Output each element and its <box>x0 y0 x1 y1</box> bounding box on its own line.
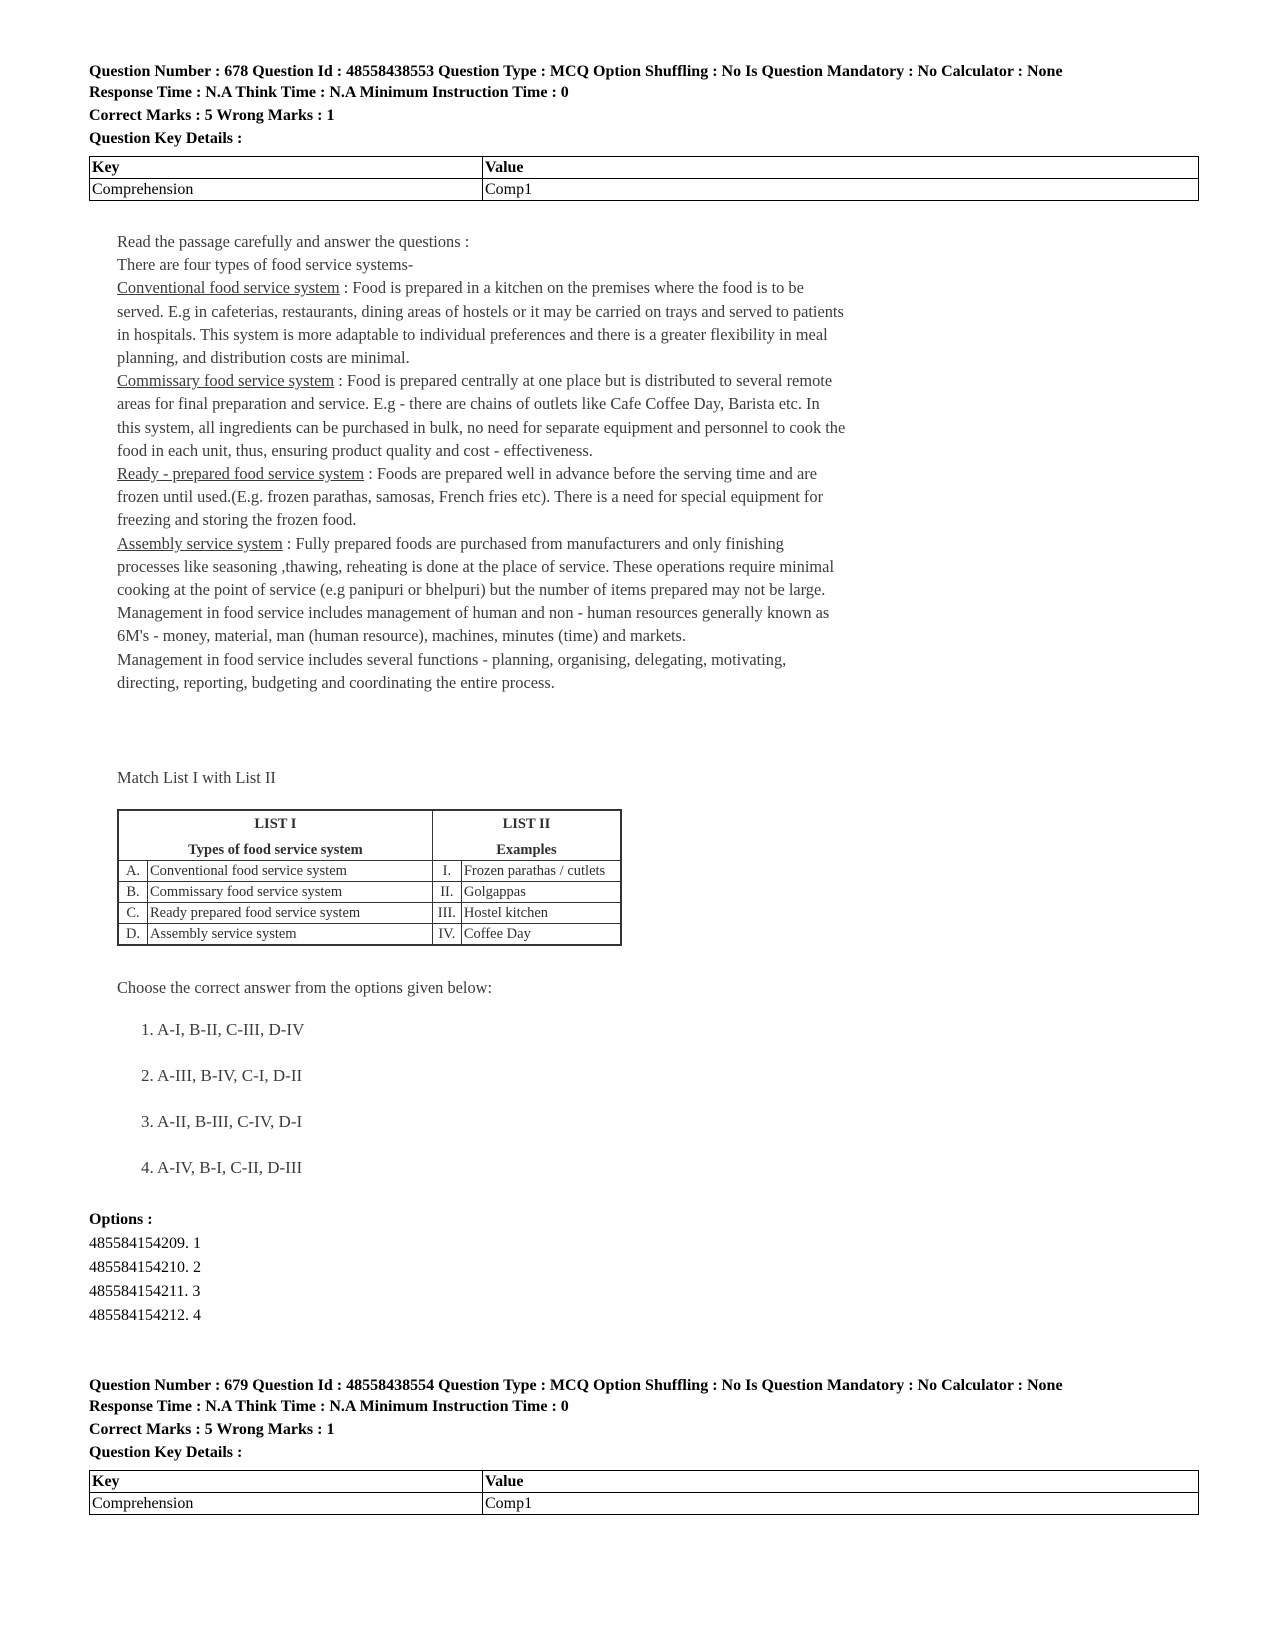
passage-para-commissary: Commissary food service system : Food is prepared centrally at one place but is distributed to several remote <box>117 371 833 391</box>
list-1-letter: C. <box>118 903 148 924</box>
passage-line: cooking at the point of service (e.g panipuri or bhelpuri) but the number of items prepared may not be large. <box>117 580 826 600</box>
passage-para-ready-prepared: Ready - prepared food service system : Foods are prepared well in advance before the serving time and are <box>117 464 817 484</box>
passage-types-line: There are four types of food service systems- <box>117 255 414 275</box>
table-row <box>118 861 621 882</box>
list-2-item: Golgappas <box>461 882 621 903</box>
passage-para-conventional: Conventional food service system : Food is prepared in a kitchen on the premises where the food is to be <box>117 278 804 298</box>
list-1-item: Assembly service system <box>148 924 433 946</box>
passage-heading-conventional: Conventional food service system <box>117 278 340 298</box>
list-2-subtitle: Examples <box>496 842 557 858</box>
passage-line: areas for final preparation and service. E.g - there are chains of outlets like Cafe Coffee Day, Barista etc. In <box>117 394 820 414</box>
question-key-table-wrap <box>89 154 1199 201</box>
list-1-title: LIST I <box>254 816 297 832</box>
question-meta-line: Question Number : 679 Question Id : 48558438554 Question Type : MCQ Option Shuffling : No Is Question Mandatory : No Calculator : None <box>89 1377 1063 1394</box>
answer-choice: 4. A-IV, B-I, C-II, D-III <box>141 1158 303 1177</box>
passage-line: this system, all ingredients can be purchased in bulk, no need for separate equipment and personnel to cook the <box>117 417 846 437</box>
options-label: Options : <box>89 1211 153 1228</box>
table-cell-value: Comp1 <box>483 179 1199 201</box>
answer-choice: 2. A-III, B-IV, C-I, D-II <box>141 1066 303 1085</box>
option-item: 485584154209. 1 <box>89 1235 201 1252</box>
table-row <box>118 903 621 924</box>
list-2-item: Frozen parathas / cutlets <box>461 861 621 882</box>
table-row <box>118 924 621 946</box>
option-item: 485584154211. 3 <box>89 1283 201 1300</box>
question-679-header <box>89 1375 1199 1463</box>
table-cell-value: Comp1 <box>483 1493 1199 1515</box>
table-row <box>90 157 1199 179</box>
list-2-title: LIST II <box>502 816 551 832</box>
table-header-value: Value <box>483 1471 1199 1493</box>
table-header-key: Key <box>90 1471 483 1493</box>
question-meta-line: Question Number : 678 Question Id : 48558438553 Question Type : MCQ Option Shuffling : No Is Question Mandatory : No Calculator : None <box>89 63 1063 80</box>
list-2-header <box>432 810 621 861</box>
passage-intro: Read the passage carefully and answer the questions : <box>117 232 470 251</box>
answer-choices <box>141 1018 304 1202</box>
list-2-item: Hostel kitchen <box>461 903 621 924</box>
option-item: 485584154212. 4 <box>89 1307 201 1324</box>
list-2-item: Coffee Day <box>461 924 621 946</box>
table-row <box>90 179 1199 201</box>
passage-line: in hospitals. This system is more adaptable to individual preferences and there is a greater flexibility in meal <box>117 324 828 344</box>
choose-instruction: Choose the correct answer from the options given below: <box>117 978 493 997</box>
list-1-item: Ready prepared food service system <box>148 903 433 924</box>
list-2-numeral: III. <box>432 903 461 924</box>
table-row <box>118 882 621 903</box>
list-2-numeral: IV. <box>432 924 461 946</box>
question-marks: Correct Marks : 5 Wrong Marks : 1 <box>89 1421 335 1438</box>
list-1-letter: D. <box>118 924 148 946</box>
table-header-key: Key <box>90 157 483 179</box>
table-cell-key: Comprehension <box>90 1493 483 1515</box>
list-1-letter: A. <box>118 861 148 882</box>
option-item: 485584154210. 2 <box>89 1259 201 1276</box>
match-table-header <box>118 810 621 861</box>
passage-para-assembly: Assembly service system : Fully prepared foods are purchased from manufacturers and only finishing <box>117 533 784 553</box>
comprehension-passage <box>117 230 1017 694</box>
list-1-item: Conventional food service system <box>148 861 433 882</box>
question-timing-line: Response Time : N.A Think Time : N.A Minimum Instruction Time : 0 <box>89 84 569 101</box>
question-key-details-label: Question Key Details : <box>89 1444 243 1461</box>
list-1-subtitle: Types of food service system <box>188 842 363 858</box>
passage-line: freezing and storing the frozen food. <box>117 510 357 530</box>
answer-choice: 3. A-II, B-III, C-IV, D-I <box>141 1112 303 1131</box>
match-instruction: Match List I with List II <box>117 768 276 787</box>
passage-line: Management in food service includes management of human and non - human resources generally known as <box>117 603 830 623</box>
question-key-table <box>89 1470 1199 1515</box>
question-key-table <box>89 156 1199 201</box>
answer-choice: 1. A-I, B-II, C-III, D-IV <box>141 1020 305 1039</box>
passage-line: served. E.g in cafeterias, restaurants, dining areas of hostels or it may be carried on trays and served to patients <box>117 301 844 321</box>
passage-line: planning, and distribution costs are minimal. <box>117 348 410 368</box>
table-cell-key: Comprehension <box>90 179 483 201</box>
passage-line: 6M's - money, material, man (human resource), machines, minutes (time) and markets. <box>117 626 687 646</box>
table-header-value: Value <box>483 157 1199 179</box>
passage-line: processes like seasoning ,thawing, reheating is done at the place of service. These operations require minimal <box>117 556 835 576</box>
passage-line: Management in food service includes several functions - planning, organising, delegating, motivating, <box>117 649 787 669</box>
passage-line: frozen until used.(E.g. frozen parathas, samosas, French fries etc). There is a need for special equipment for <box>117 487 824 507</box>
question-678-header <box>89 61 1199 149</box>
passage-heading-assembly: Assembly service system <box>117 533 283 553</box>
question-timing-line: Response Time : N.A Think Time : N.A Minimum Instruction Time : 0 <box>89 1398 569 1415</box>
list-2-numeral: I. <box>432 861 461 882</box>
list-1-header <box>118 810 432 861</box>
passage-heading-commissary: Commissary food service system <box>117 371 335 391</box>
question-key-details-label: Question Key Details : <box>89 130 243 147</box>
list-2-numeral: II. <box>432 882 461 903</box>
question-key-table-wrap <box>89 1468 1199 1515</box>
table-row <box>90 1471 1199 1493</box>
passage-heading-ready-prepared: Ready - prepared food service system <box>117 464 365 484</box>
passage-line: food in each unit, thus, ensuring product quality and cost - effectiveness. <box>117 440 593 460</box>
question-marks: Correct Marks : 5 Wrong Marks : 1 <box>89 107 335 124</box>
options-section <box>89 1208 201 1328</box>
match-table <box>117 809 622 946</box>
table-row <box>90 1493 1199 1515</box>
list-1-item: Commissary food service system <box>148 882 433 903</box>
list-1-letter: B. <box>118 882 148 903</box>
passage-line: directing, reporting, budgeting and coordinating the entire process. <box>117 672 555 692</box>
